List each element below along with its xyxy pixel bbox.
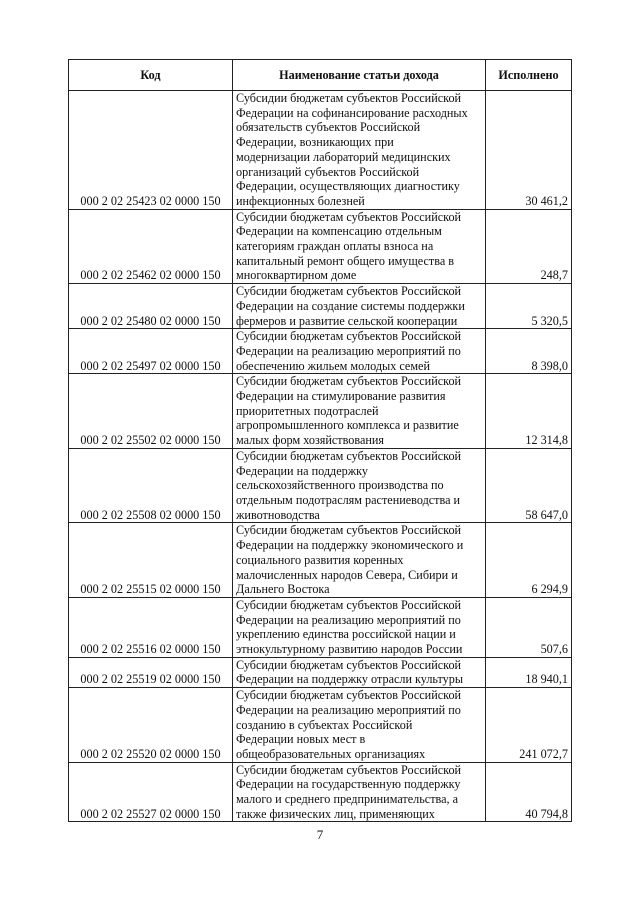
revenue-name-cell [233, 597, 486, 657]
revenue-name-line: Федерации, возникающих при [236, 135, 394, 150]
revenue-name-line: Субсидии бюджетам субъектов Российской [236, 448, 462, 463]
table-row [69, 688, 572, 763]
revenue-name-cell [233, 329, 486, 374]
revenue-name-line: многоквартирном доме [236, 268, 357, 283]
revenue-name-line: Субсидии бюджетам субъектов Российской [236, 657, 462, 672]
revenue-code-cell: 000 2 02 25502 02 0000 150 [69, 374, 233, 449]
revenue-name-line: Федерации на государственную поддержку [236, 777, 461, 792]
executed-amount-cell: 18 940,1 [486, 657, 572, 687]
revenue-name-line: также физических лиц, применяющих [236, 806, 435, 821]
revenue-name-cell [233, 688, 486, 763]
executed-amount-cell: 58 647,0 [486, 448, 572, 523]
revenue-name-line: Федерации на реализацию мероприятий по [236, 343, 461, 358]
revenue-name-line: малого и среднего предпринимательства, а [236, 792, 459, 807]
revenue-code-cell: 000 2 02 25480 02 0000 150 [69, 284, 233, 329]
table-row [69, 209, 572, 284]
revenue-name-cell [233, 374, 486, 449]
table-row [69, 523, 572, 598]
revenue-name-line: укреплению единства российской нации и [236, 627, 456, 642]
revenue-name-line: Федерации на поддержку экономического и [236, 538, 464, 553]
revenue-code-cell: 000 2 02 25423 02 0000 150 [69, 91, 233, 210]
revenue-name-line: этнокультурному развитию народов России [236, 642, 463, 657]
revenue-name-line: Федерации новых мест в [236, 732, 366, 747]
revenue-name-line: обязательств субъектов Российской [236, 120, 421, 135]
revenue-code-cell: 000 2 02 25462 02 0000 150 [69, 209, 233, 284]
revenue-name-line: Субсидии бюджетам субъектов Российской [236, 91, 462, 105]
executed-amount-cell: 40 794,8 [486, 762, 572, 822]
revenue-name-line: Федерации на компенсацию отдельным [236, 224, 442, 239]
revenue-name-line: категориям граждан оплаты взноса на [236, 239, 434, 254]
executed-amount-cell: 6 294,9 [486, 523, 572, 598]
revenue-name-line: организаций субъектов Российской [236, 164, 420, 179]
revenue-name-line: Субсидии бюджетам субъектов Российской [236, 284, 462, 299]
table-row [69, 374, 572, 449]
revenue-name-line: Дальнего Востока [236, 582, 330, 597]
revenue-table [68, 59, 572, 822]
revenue-name-line: созданию в субъектах Российской [236, 717, 413, 732]
executed-amount-cell: 248,7 [486, 209, 572, 284]
revenue-name-line: Субсидии бюджетам субъектов Российской [236, 209, 462, 224]
table-row [69, 657, 572, 687]
revenue-name-cell [233, 523, 486, 598]
revenue-name-line: агропромышленного комплекса и развитие [236, 418, 459, 433]
revenue-name-line: Федерации на реализацию мероприятий по [236, 612, 461, 627]
header-code: Код [69, 60, 233, 91]
revenue-code-cell: 000 2 02 25519 02 0000 150 [69, 657, 233, 687]
revenue-name-line: фермеров и развитие сельской кооперации [236, 313, 458, 328]
table-row [69, 284, 572, 329]
revenue-name-line: приоритетных подотраслей [236, 403, 379, 418]
revenue-name-line: инфекционных болезней [236, 193, 365, 208]
revenue-name-cell [233, 91, 486, 210]
revenue-name-cell [233, 448, 486, 523]
revenue-name-cell [233, 284, 486, 329]
revenue-name-line: малочисленных народов Севера, Сибири и [236, 567, 458, 582]
revenue-name-cell [233, 209, 486, 284]
table-header-row [69, 60, 572, 91]
revenue-name-line: Субсидии бюджетам субъектов Российской [236, 597, 462, 612]
revenue-code-cell: 000 2 02 25516 02 0000 150 [69, 597, 233, 657]
revenue-name-line: Федерации на софинансирование расходных [236, 105, 468, 120]
revenue-name-line: Субсидии бюджетам субъектов Российской [236, 762, 462, 777]
revenue-code-cell: 000 2 02 25527 02 0000 150 [69, 762, 233, 822]
executed-amount-cell: 8 398,0 [486, 329, 572, 374]
table-row [69, 762, 572, 822]
revenue-name-line: модернизации лабораторий медицинских [236, 149, 451, 164]
table-row [69, 91, 572, 210]
revenue-name-line: обеспечению жильем молодых семей [236, 358, 430, 373]
table-row [69, 448, 572, 523]
revenue-name-line: сельскохозяйственного производства по [236, 478, 444, 493]
revenue-name-line: Федерации на поддержку [236, 463, 369, 478]
revenue-name-line: Федерации на поддержку отрасли культуры [236, 672, 464, 687]
revenue-name-line: социального развития коренных [236, 552, 404, 567]
table-row [69, 329, 572, 374]
revenue-name-line: капитальный ремонт общего имущества в [236, 253, 455, 268]
revenue-code-cell: 000 2 02 25520 02 0000 150 [69, 688, 233, 763]
executed-amount-cell: 5 320,5 [486, 284, 572, 329]
revenue-name-line: Федерации, осуществляющих диагностику [236, 179, 460, 194]
header-amount: Исполнено [486, 60, 572, 91]
revenue-code-cell: 000 2 02 25508 02 0000 150 [69, 448, 233, 523]
revenue-name-line: Субсидии бюджетам субъектов Российской [236, 523, 462, 538]
page-number: 7 [316, 827, 324, 842]
table-row [69, 597, 572, 657]
revenue-name-line: общеобразовательных организациях [236, 746, 426, 761]
revenue-name-line: Федерации на стимулирование развития [236, 389, 446, 404]
revenue-name-cell [233, 657, 486, 687]
revenue-name-line: животноводства [236, 507, 320, 522]
header-name: Наименование статьи дохода [233, 60, 486, 91]
revenue-name-line: малых форм хозяйствования [236, 433, 385, 448]
executed-amount-cell: 507,6 [486, 597, 572, 657]
revenue-name-line: Федерации на реализацию мероприятий по [236, 702, 461, 717]
revenue-name-line: Субсидии бюджетам субъектов Российской [236, 329, 462, 344]
revenue-name-line: отдельным подотраслям растениеводства и [236, 492, 461, 507]
executed-amount-cell: 30 461,2 [486, 91, 572, 210]
revenue-code-cell: 000 2 02 25497 02 0000 150 [69, 329, 233, 374]
executed-amount-cell: 241 072,7 [486, 688, 572, 763]
revenue-code-cell: 000 2 02 25515 02 0000 150 [69, 523, 233, 598]
executed-amount-cell: 12 314,8 [486, 374, 572, 449]
revenue-name-line: Субсидии бюджетам субъектов Российской [236, 688, 462, 703]
revenue-name-line: Федерации на создание системы поддержки [236, 298, 465, 313]
revenue-name-line: Субсидии бюджетам субъектов Российской [236, 374, 462, 389]
revenue-name-cell [233, 762, 486, 822]
